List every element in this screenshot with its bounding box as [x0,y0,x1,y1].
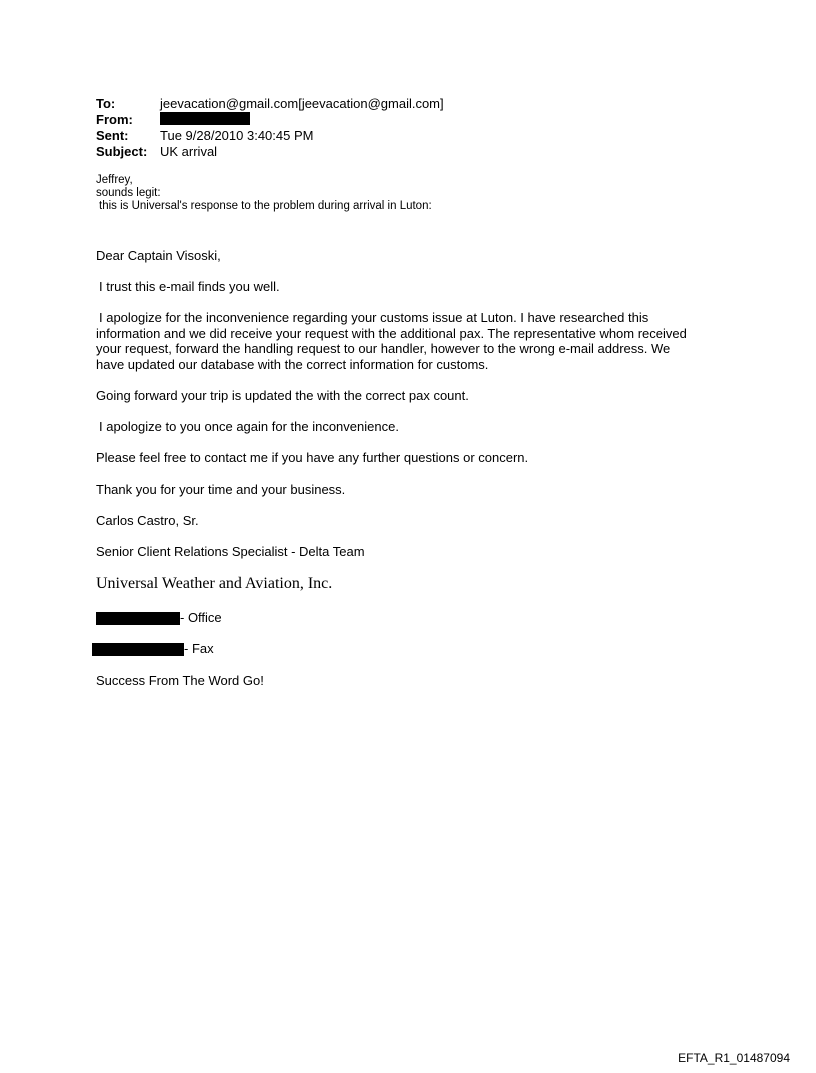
apology-line-4: have updated our database with the correct information for customs. [96,356,489,372]
apology-line-1: I apologize for the inconvenience regarding your customs issue at Luton. I have researched this [99,310,649,325]
fax-suffix: - Fax [184,641,214,656]
thanks-line: Thank you for your time and your business. [96,482,346,497]
signature-name: Carlos Castro, Sr. [96,513,199,528]
to-label: To: [96,96,116,111]
intro-line-1: Jeffrey, [96,174,133,186]
from-row [96,112,444,128]
apology-line-2: information and we did receive your request with the additional pax. The representative whom received [96,325,687,341]
office-suffix: - Office [180,610,222,625]
office-phone-line [96,610,222,626]
email-header [96,96,444,160]
sent-row [96,128,444,144]
signature-title: Senior Client Relations Specialist - Delta Team [96,544,365,559]
to-value: jeevacation@gmail.com[jeevacation@gmail.com] [160,96,444,111]
contact-line: Please feel free to contact me if you have any further questions or concern. [96,450,529,465]
apology-paragraph [96,310,687,372]
intro-note [96,174,432,213]
sent-value: Tue 9/28/2010 3:40:45 PM [160,128,314,143]
signature-company: Universal Weather and Aviation, Inc. [96,575,333,592]
apologize-again-line: I apologize to you once again for the inconvenience. [99,419,399,434]
slogan: Success From The Word Go! [96,673,264,688]
greeting: Dear Captain Visoski, [96,248,221,263]
document-id: EFTA_R1_01487094 [678,1051,790,1065]
fax-line [92,641,214,657]
subject-label: Subject: [96,144,148,159]
apology-line-3: your request, forward the handling request to our handler, however to the wrong e-mail address. We [96,341,671,356]
intro-line-2: sounds legit: [96,187,161,199]
subject-value: UK arrival [160,144,218,159]
from-redaction [160,112,250,125]
intro-line-3: this is Universal's response to the problem during arrival in Luton: [99,200,432,212]
trust-line: I trust this e-mail finds you well. [99,279,280,294]
going-forward-line: Going forward your trip is updated the with the correct pax count. [96,388,469,403]
office-phone-redaction [96,612,180,625]
subject-row [96,144,444,160]
to-row [96,96,444,112]
fax-redaction [92,643,184,656]
sent-label: Sent: [96,128,129,143]
from-label: From: [96,112,133,127]
